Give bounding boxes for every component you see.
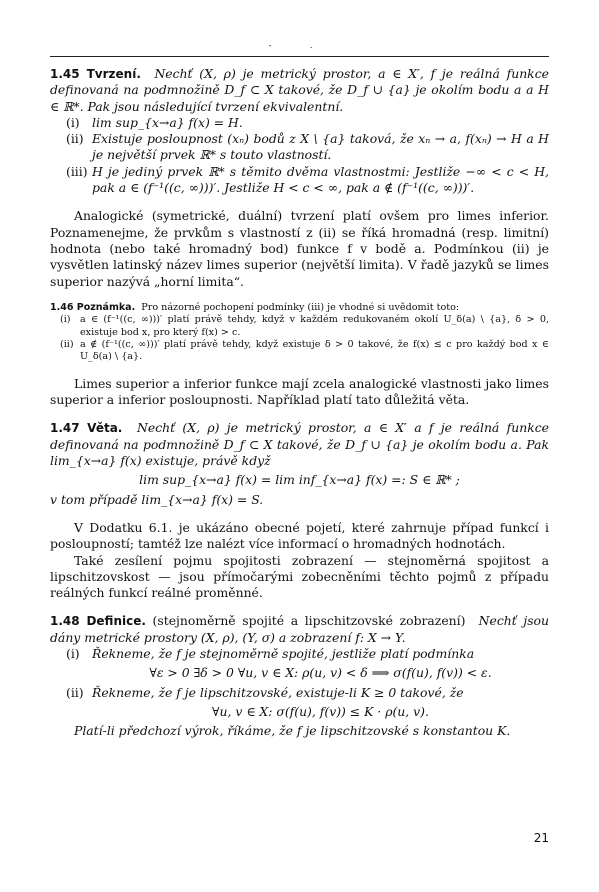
list-item: (i) lim sup_{x→a} f(x) = H. — [66, 114, 243, 130]
header-rule — [50, 56, 549, 57]
paragraph-limes: Limes superior a inferior funkce mají zcela analogické vlastnosti jako limes superior a inferior posloupnosti. Například platí tato důležitá věta. — [50, 375, 549, 408]
remark-intro: Pro názorné pochopení podmínky (iii) je vhodné si uvědomit toto: — [141, 301, 460, 313]
theorem-number: 1.47 Věta. — [50, 421, 123, 436]
list-item: (ii) Existuje posloupnost (xₙ) bodů z X \ {a} taková, že xₙ → a, f(xₙ) → H a H je největší prvek ℝ* s touto vlastností. — [66, 131, 549, 163]
theorem-display-equation: lim sup_{x→a} f(x) = lim inf_{x→a} f(x) =: S ∈ ℝ* ; — [139, 472, 460, 488]
list-item: (ii) Řekneme, že f je lipschitzovské, existuje-li K ≥ 0 takové, že ∀u, v ∈ X: σ(f(u), f(v)) ≤ K · ρ(u, v). — [50, 685, 549, 721]
running-header-marks: - . — [268, 41, 331, 50]
list-item: (ii) a ∉ (f⁻¹((c, ∞)))′ platí právě tehdy, když existuje δ > 0 takové, že f(x) ≤ c pro každý bod x ∈ U_δ(a) \ {a}. — [60, 339, 549, 363]
definition-items — [50, 646, 549, 720]
proposition-1-45-items — [50, 115, 549, 196]
remark-number: 1.46 Poznámka. — [50, 301, 136, 313]
definition-outro: Platí-li předchozí výrok, říkáme, že f je lipschitzovské s konstantou K. — [74, 723, 511, 739]
lipschitz-equation: ∀u, v ∈ X: σ(f(u), f(v)) ≤ K · ρ(u, v). — [212, 703, 429, 719]
definition-intro: Nechť jsou dány metrické prostory (X, ρ), (Y, σ) a zobrazení f: X → Y. — [50, 613, 549, 645]
page-number: 21 — [533, 831, 549, 845]
list-item: (iii) H je jediný prvek ℝ* s těmito dvěma vlastnostmi: Jestliže −∞ < c < H, pak a ∈ (f⁻¹((c, ∞)))′. Jestliže H < c < ∞, pak a ∉ (f⁻¹((c, ∞)))′. — [66, 163, 549, 196]
remark-items — [50, 314, 549, 364]
proposition-1-45 — [50, 66, 549, 115]
proposition-number: 1.45 Tvrzení. — [50, 67, 141, 81]
uniform-continuity-equation: ∀ε > 0 ∃δ > 0 ∀u, v ∈ X: ρ(u, v) < δ ⟹ σ(f(u), f(v)) < ε. — [149, 665, 492, 681]
page-content — [50, 66, 549, 740]
proposition-intro: Nechť (X, ρ) je metrický prostor, a ∈ X′, f je reálná funkce definovaná na podmnožině D_f ⊂ X takové, že D_f ∪ {a} je okolím bodu a a H ∈ ℝ*. Pak jsou následující tvrzení ekvivalentní. — [50, 66, 549, 114]
list-item: (i) Řekneme, že f je stejnoměrně spojité, jestliže platí podmínka ∀ε > 0 ∃δ > 0 ∀u, v ∈ X: ρ(u, v) < δ ⟹ σ(f(u), f(v)) < ε. — [50, 646, 549, 682]
definition-1-48 — [50, 613, 549, 646]
theorem-outro: v tom případě lim_{x→a} f(x) = S. — [50, 491, 264, 507]
list-item: (i) a ∈ (f⁻¹((c, ∞)))′ platí právě tehdy, když v každém redukovaném okolí U_δ(a) \ {a}, δ > 0, existuje bod x, pro který f(x) > c. — [60, 314, 549, 338]
paragraph-zesileni: Také zesílení pojmu spojitosti zobrazení — stejnoměrná spojitost a lipschitzovskost — jsou přímočarými zobecněními těchto pojmů z případu reálných funkcí reálné proměnné. — [50, 552, 549, 601]
paragraph-dodatek: V Dodatku 6.1. je ukázáno obecné pojetí, které zahrnuje případ funkcí i posloupností; tamtéž lze nalézt více informací o hromadných hodnotách. — [50, 519, 549, 552]
definition-parenthetical: (stejnoměrně spojité a lipschitzovské zobrazení) — [152, 613, 466, 629]
paragraph-analogy: Analogické (symetrické, duální) tvrzení platí ovšem pro limes inferior. Poznamenejme, že prvkům s vlastností z (ii) se říká hromadná (resp. limitní) hodnota (nebo také hromadný bod) funkce f v bodě a. Podmínkou (ii) je vysvětlen latinský název limes superior (největší limita). V řadě jazyků se limes superior nazývá „horní limita“. — [50, 208, 549, 289]
theorem-1-47 — [50, 420, 549, 469]
running-header — [50, 38, 549, 48]
theorem-intro: Nechť (X, ρ) je metrický prostor, a ∈ X′ a f je reálná funkce definovaná na podmnožině D_f ⊂ X takové, že D_f ∪ {a} je okolím bodu a. Pak lim_{x→a} f(x) existuje, právě když — [50, 420, 549, 469]
definition-number: 1.48 Definice. — [50, 614, 146, 629]
remark-1-46 — [50, 302, 549, 364]
